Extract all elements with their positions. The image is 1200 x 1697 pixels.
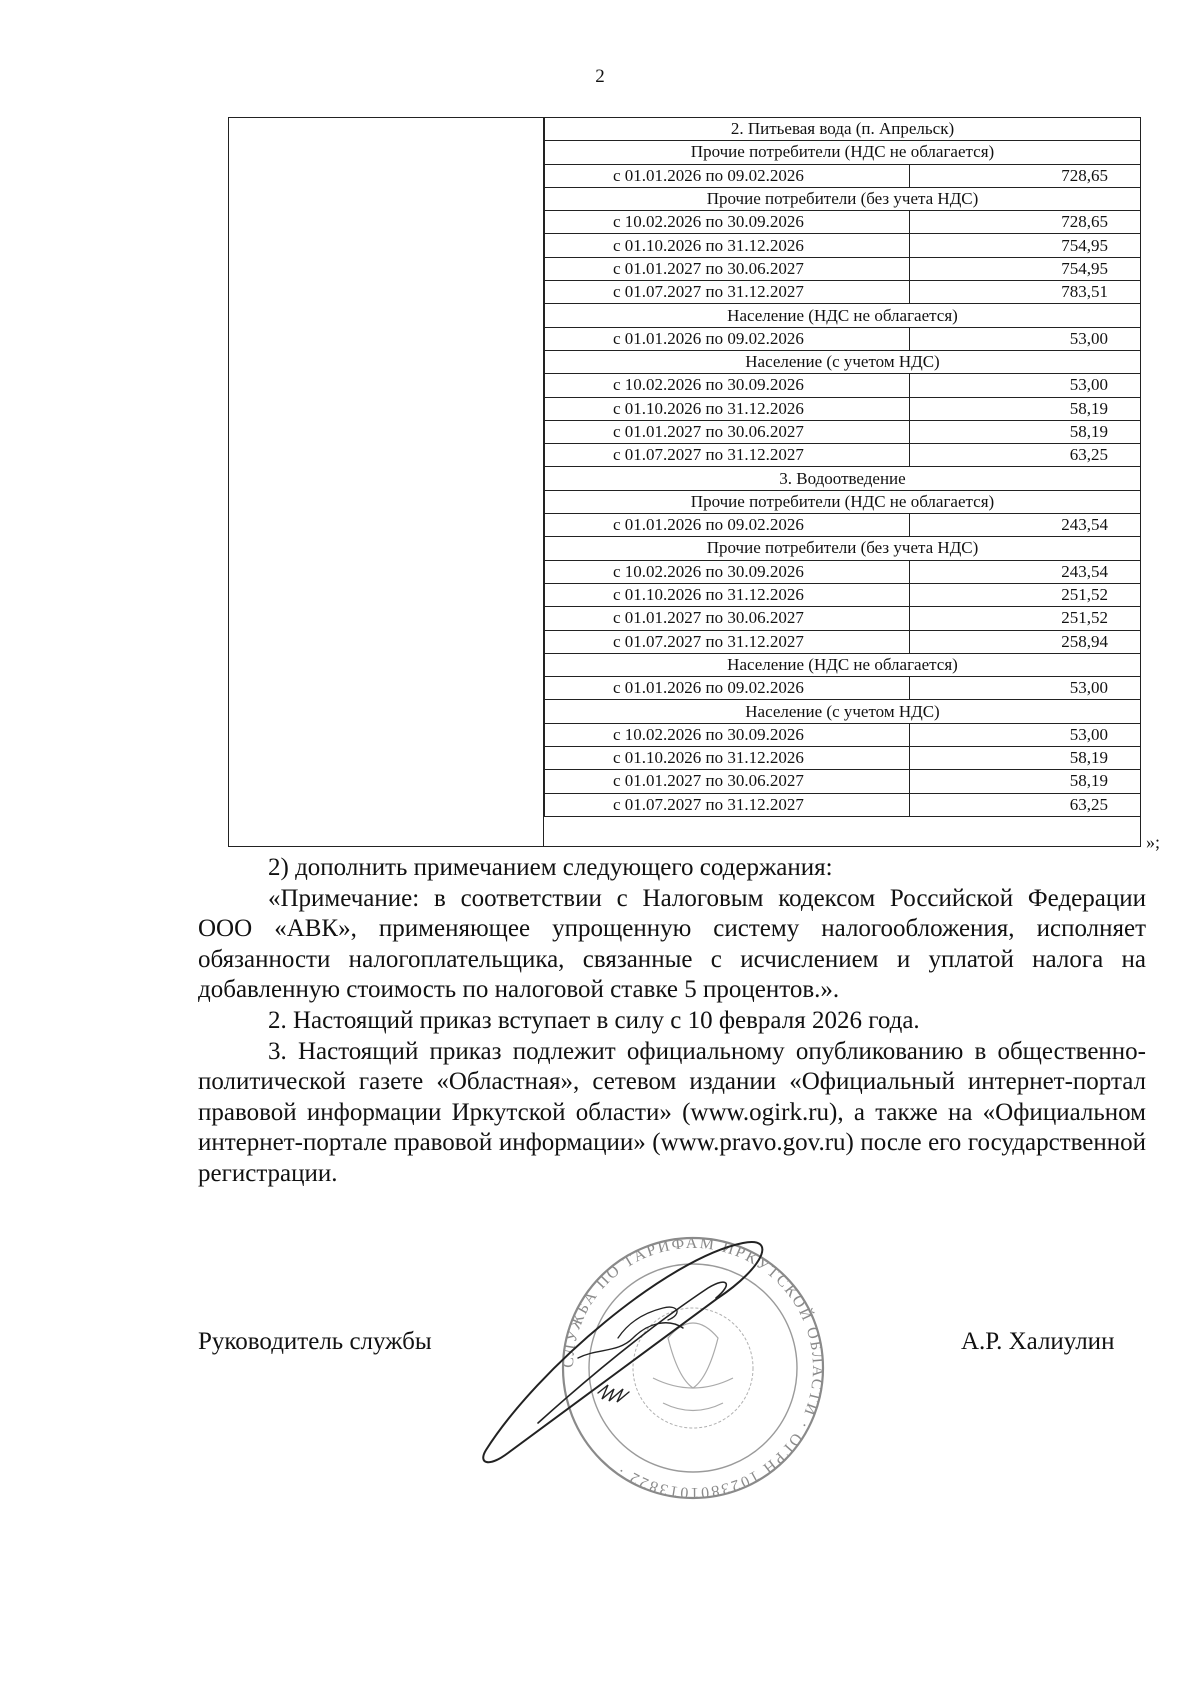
table-section-header-row (545, 304, 1141, 327)
period-cell: с 01.10.2026 по 31.12.2026 (545, 583, 910, 606)
table-row (545, 374, 1141, 397)
tariff-value-cell: 728,65 (910, 211, 1141, 234)
table-row (545, 257, 1141, 280)
tariff-value-cell: 53,00 (910, 327, 1141, 350)
table-row (545, 397, 1141, 420)
period-cell: с 01.10.2026 по 31.12.2026 (545, 234, 910, 257)
period-cell: с 01.07.2027 по 31.12.2027 (545, 630, 910, 653)
tariff-value-cell: 251,52 (910, 583, 1141, 606)
table-row (545, 164, 1141, 187)
table-row (545, 583, 1141, 606)
period-cell: с 01.01.2027 по 30.06.2027 (545, 770, 910, 793)
paragraph-effective-date: 2. Настоящий приказ вступает в силу с 10 февраля 2026 года. (268, 1006, 920, 1034)
table-row (545, 514, 1141, 537)
paragraph-publication: 3. Настоящий приказ подлежит официальному опубликованию в общественно-политической газете «Областная», сетевом издании «Официальный интернет-портал правовой информации Иркутской области» (www.ogirk.ru), а также на «Официальном интернет-портале правовой информации» (www.pravo.gov.ru) после его государственной регистрации. (198, 1037, 1146, 1187)
tariff-value-cell: 58,19 (910, 770, 1141, 793)
table-row (545, 793, 1141, 816)
table-row (545, 770, 1141, 793)
tariff-value-cell: 754,95 (910, 257, 1141, 280)
tariff-value-cell: 58,19 (910, 397, 1141, 420)
table-section-header-row (545, 490, 1141, 513)
section-header-cell: Прочие потребители (без учета НДС) (545, 187, 1141, 210)
period-cell: с 01.07.2027 по 31.12.2027 (545, 444, 910, 467)
table-row (545, 677, 1141, 700)
table-row (545, 444, 1141, 467)
tariff-value-cell: 53,00 (910, 677, 1141, 700)
tariff-table (544, 117, 1141, 817)
section-header-cell: Население (НДС не облагается) (545, 653, 1141, 676)
signatory-name: А.Р. Халиулин (961, 1328, 1115, 1355)
tariff-value-cell: 58,19 (910, 420, 1141, 443)
table-row (545, 560, 1141, 583)
table-row (545, 211, 1141, 234)
period-cell: с 01.01.2026 по 09.02.2026 (545, 677, 910, 700)
table-section-header-row (545, 467, 1141, 490)
paragraph-amendment: 2) дополнить примечанием следующего содержания: (268, 854, 833, 881)
tariff-value-cell: 58,19 (910, 747, 1141, 770)
official-stamp (560, 1235, 826, 1501)
period-cell: с 01.01.2027 по 30.06.2027 (545, 420, 910, 443)
period-cell: с 01.10.2026 по 31.12.2026 (545, 397, 910, 420)
paragraph-note: «Примечание: в соответствии с Налоговым кодексом Российской Федерации ООО «АВК», применяющее упрощенную систему налогообложения, исполняет обязанности налогоплательщика, связанные с исчислением и уплатой налога на добавленную стоимость по налоговой ставке 5 процентов.». (198, 884, 1146, 1004)
section-header-cell: Население (НДС не облагается) (545, 304, 1141, 327)
official-stamp-and-signature (478, 1218, 838, 1518)
tariff-value-cell: 53,00 (910, 723, 1141, 746)
period-cell: с 01.01.2026 по 09.02.2026 (545, 514, 910, 537)
section-header-cell: 3. Водоотведение (545, 467, 1141, 490)
table-section-header-row (545, 700, 1141, 723)
tariff-table-body (545, 118, 1141, 817)
tariff-value-cell: 63,25 (910, 444, 1141, 467)
table-section-header-row (545, 653, 1141, 676)
table-row (545, 747, 1141, 770)
section-header-cell: Население (с учетом НДС) (545, 350, 1141, 373)
section-header-cell: Население (с учетом НДС) (545, 700, 1141, 723)
table-section-header-row (545, 187, 1141, 210)
table-row (545, 234, 1141, 257)
tariff-value-cell: 258,94 (910, 630, 1141, 653)
table-section-header-row (545, 141, 1141, 164)
period-cell: с 01.07.2027 по 31.12.2027 (545, 281, 910, 304)
closing-quote: »; (1146, 832, 1161, 852)
period-cell: с 01.01.2026 по 09.02.2026 (545, 164, 910, 187)
tariff-value-cell: 754,95 (910, 234, 1141, 257)
section-header-cell: Прочие потребители (без учета НДС) (545, 537, 1141, 560)
signatory-position: Руководитель службы (198, 1328, 432, 1355)
period-cell: с 10.02.2026 по 30.09.2026 (545, 723, 910, 746)
table-section-header-row (545, 350, 1141, 373)
tariff-value-cell: 728,65 (910, 164, 1141, 187)
section-header-cell: Прочие потребители (НДС не облагается) (545, 141, 1141, 164)
period-cell: с 01.10.2026 по 31.12.2026 (545, 747, 910, 770)
section-header-cell: Прочие потребители (НДС не облагается) (545, 490, 1141, 513)
period-cell: с 10.02.2026 по 30.09.2026 (545, 211, 910, 234)
period-cell: с 01.01.2027 по 30.06.2027 (545, 257, 910, 280)
table-row (545, 723, 1141, 746)
table-row (545, 630, 1141, 653)
period-cell: с 10.02.2026 по 30.09.2026 (545, 374, 910, 397)
tariff-value-cell: 243,54 (910, 514, 1141, 537)
section-header-cell: 2. Питьевая вода (п. Апрельск) (545, 118, 1141, 141)
tariff-value-cell: 53,00 (910, 374, 1141, 397)
table-row (545, 281, 1141, 304)
table-section-header-row (545, 537, 1141, 560)
tariff-value-cell: 251,52 (910, 607, 1141, 630)
period-cell: с 01.01.2027 по 30.06.2027 (545, 607, 910, 630)
table-row (545, 607, 1141, 630)
table-section-header-row (545, 118, 1141, 141)
table-row (545, 327, 1141, 350)
tariff-value-cell: 243,54 (910, 560, 1141, 583)
tariff-value-cell: 63,25 (910, 793, 1141, 816)
period-cell: с 01.01.2026 по 09.02.2026 (545, 327, 910, 350)
period-cell: с 10.02.2026 по 30.09.2026 (545, 560, 910, 583)
period-cell: с 01.07.2027 по 31.12.2027 (545, 793, 910, 816)
table-empty-left-cell (228, 117, 544, 847)
table-row (545, 420, 1141, 443)
page-number: 2 (595, 66, 605, 87)
body-text (198, 853, 1146, 1190)
svg-text:СЛУЖБА ПО ТАРИФАМ ИРКУТСКОЙ ОБ: СЛУЖБА ПО ТАРИФАМ ИРКУТСКОЙ ОБЛАСТИ · ОГРН 1023801013822 · (559, 1234, 827, 1502)
tariff-value-cell: 783,51 (910, 281, 1141, 304)
